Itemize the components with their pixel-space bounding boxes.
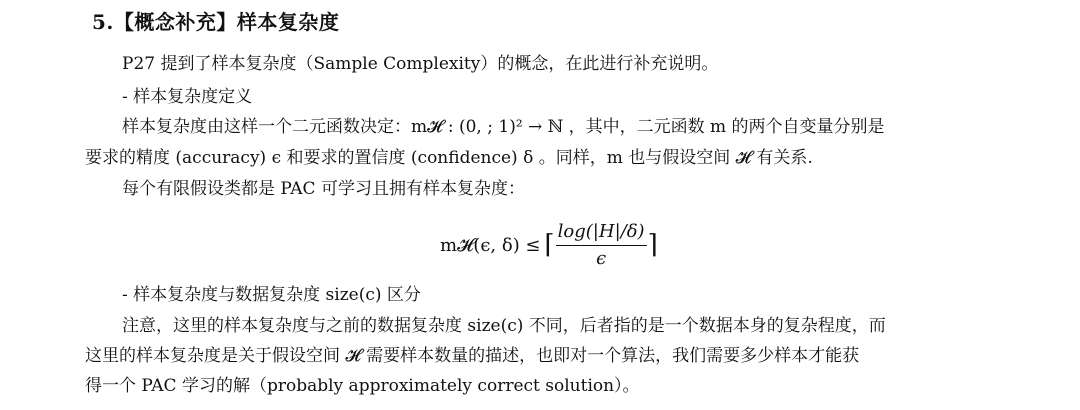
pac-statement: 每个有限假设类都是 PAC 可学习且拥有样本复杂度： <box>122 179 525 199</box>
difference-line-3: 得一个 PAC 学习的解（probably approximately correct solution）。 <box>85 376 640 396</box>
subheading-difference: - 样本复杂度与数据复杂度 size(c) 区分 <box>122 285 421 305</box>
formula-denominator: ϵ <box>596 247 607 269</box>
definition-line-2: 要求的精度 (accuracy) ϵ 和要求的置信度 (confidence) δ 。同样，m 也与假设空间 𝓗 有关系. <box>85 148 813 168</box>
subheading-definition: - 样本复杂度定义 <box>122 87 253 107</box>
difference-line-1: 注意，这里的样本复杂度与之前的数据复杂度 size(c) 不同，后者指的是一个数据本身的复杂程度，而 <box>122 316 886 336</box>
formula-lhs: m𝓗(ϵ, δ) ≤ <box>440 234 541 256</box>
formula-numerator: log(|H|/δ) <box>556 221 647 246</box>
formula-open-bracket: ⌈ <box>544 230 555 260</box>
formula-close-bracket: ⌉ <box>647 230 658 260</box>
section-heading: 5.【概念补充】样本复杂度 <box>92 10 340 34</box>
sample-complexity-formula <box>440 218 658 272</box>
intro-paragraph: P27 提到了样本复杂度（Sample Complexity）的概念，在此进行补充说明。 <box>122 54 719 74</box>
difference-line-2: 这里的样本复杂度是关于假设空间 𝓗 需要样本数量的描述，也即对一个算法，我们需要多少样本才能获 <box>85 346 860 366</box>
formula-fraction <box>556 221 647 270</box>
definition-line-1: 样本复杂度由这样一个二元函数决定：m𝓗 : (0, ; 1)² → ℕ ，其中，二元函数 m 的两个自变量分别是 <box>122 117 885 137</box>
